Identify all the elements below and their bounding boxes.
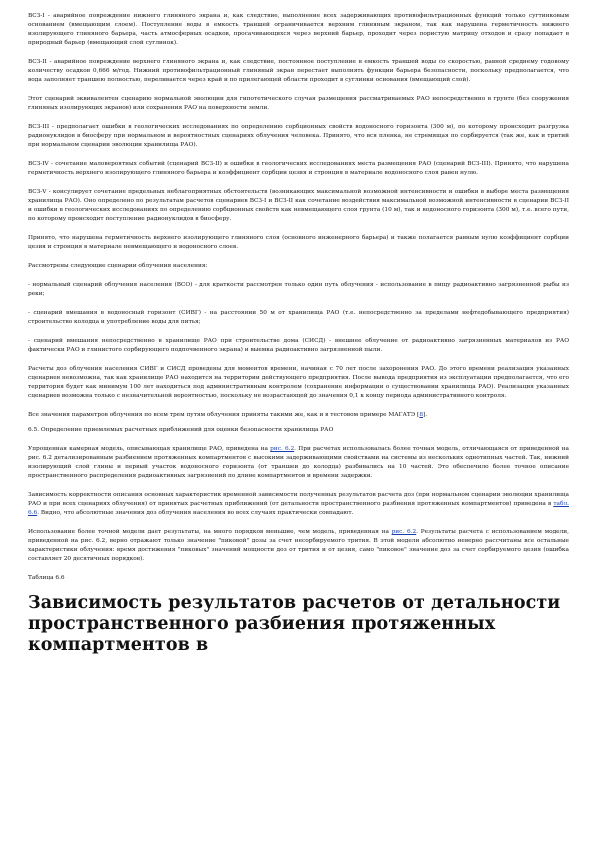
simplified-model-text-a: Упрощенная камерная модель, описывающая хранилище РАО, приведена на: [28, 446, 271, 452]
iaea-parameters-paragraph: [28, 411, 569, 420]
dose-calculation-paragraph: Расчеты доз облучения населения СИВГ и СИСД проведены для моментов времени, начиная с 70 лет после захоронения РАО. До этого времени реализация указанных сценариев невозможна, так как хранилище РАО находится на территории действующего предприятия. После вывода предприятия из эксплуатации предполагается, что его территория будет как минимум 100 лет находиться под административным контролем (сохранение информации о существовании хранилища РАО). Реализация указанных сценариев возможна только с незначительной вероятностью, поскольку не возрастающей до значения 0,1 к концу периода административного контроля.: [28, 366, 569, 399]
table-heading: Зависимость результатов расчетов от детальности пространственного разбиения протяженных компартментов в: [28, 593, 561, 655]
exposure-scenario-sivg: - сценарий вмешания в водоносный горизонт (СИВГ) - на расстоянии 50 м от хранилища РАО (т.е. непосредственно за пределами нефтедобывающего предприятия) строительство колодца и употребление воды для питья;: [28, 310, 569, 325]
figure-6-2-link[interactable]: рис. 6.2: [270, 446, 295, 452]
iaea-parameters-text: Все значения параметров облучения по всем трем путям облучения приняты такими же, как и в тестовом примере МАГАТЭ [: [28, 412, 420, 418]
precise-model-text-a: Использование более точной модели дает результаты, на много порядков меньшие, чем модель, приведенная на: [28, 529, 392, 535]
model-dependence-paragraph: [28, 491, 569, 518]
sorption-assumption-paragraph: Принято, что нарушена герметичность верхнего изолирующего глиняного слоя (основного инженерного барьера) и также полагается равным нулю коэффициент сорбции цезия и стронция в материале невмещающего и водоносного слоев.: [28, 235, 569, 250]
simplified-model-text-b: . При расчетах использовалась более точная модель, отличающаяся от приведенной на рис. 6.2 детализированным разбиением протяженных компартментов с высокими задерживающими свойствами на системы из нескольких однотипных частей. Так, нижний изолирующий слой глины и первый участок водоносного горизонта (от траншеи до колодца) разбивались на 10 частей. Это обеспечило более точное описание пространственного распределения радиоактивных загрязнений по длине компартментов и времени задержки.: [28, 446, 569, 479]
scenario-vsz3-paragraph: ВСЗ-III - предполагает ошибки в геологических исследованиях по определению сорбционных свойств водоносного горизонта (300 м), по которому происходит разгрузка радионуклидов в биосферу при нормальном и вероятностных сценариях облучения человека. Принято, что вся пленка, не стремящая по сорбируется (так же, как и тритий при нормальном сценарии эволюции хранилища РАО).: [28, 124, 569, 148]
table-6-6-link[interactable]: табл. 6.6: [28, 501, 569, 516]
scenario-vsz2-paragraph: ВСЗ-II - аварийное повреждение верхнего глиняного экрана и, как следствие, постоянное поступление в емкость траншей воды со скоростью, равной среднему годовому количеству осадков 0,666 м/год. Нижний противофильтрационный глиняный экран перестает выполнять функции барьера безопасности, поскольку предполагается, что вода заполняет траншею полностью, переливается через край и по прилегающей области проходит в суглинки основания (вмещающий слой).: [28, 59, 569, 83]
precise-model-paragraph: [28, 528, 569, 564]
exposure-scenario-vso: - нормальный сценарий облучения населения (ВСО) - для краткости рассмотрен только один путь облучения - использование в пищу радиоактивно загрязненной рыбы из реки;: [28, 282, 569, 297]
precise-model-text-b: . Результаты расчета с использованием модели, приведенной на рис. 6.2, верно отражают только значение "пиковой" дозы за счет несорбируемого трития. В этой модели абсолютно неверно рассчитаны все остальные характеристики облучения: время достижения "пиковых" значений мощности доз от трития и от цезия, само "пиковое" значение доз за счет сорбируемого цезия (ошибка составляет 20 десятичных порядков).: [28, 529, 569, 562]
exposure-scenarios-intro: Рассмотрены следующие сценарии облучения населения:: [28, 263, 208, 269]
scenario-vsz4-paragraph: ВСЗ-IV - сочетание маловероятных событий (сценарий ВСЗ-II) и ошибки в геологических исследованиях места размещения РАО (сценарий ВСЗ-III). Принято, что нарушена герметичность верхнего изолирующего глиняного барьера и коэффициент сорбции цезия и стронция в материале водоносного слоя равен нулю.: [28, 161, 569, 176]
reference-link-8[interactable]: 8: [419, 412, 424, 418]
model-dependence-text-b: . Видно, что абсолютные значения доз облучения населения во всех случаях практически совпадают.: [37, 510, 354, 516]
model-dependence-text-a: Зависимость корректности описания основных характеристик временной зависимости полученных результатов расчета доз (при нормальном сценарии эволюции хранилища РАО и при всех сценариях облучения) от принятых расчетных приближений (от детальности пространственного разбиения протяженных компартментов) приведена в: [28, 492, 569, 507]
iaea-parameters-end: ].: [423, 412, 428, 418]
figure-6-2-link-second[interactable]: рис. 6.2: [391, 529, 417, 535]
scenario-vsz5-paragraph: ВСЗ-V - консулирует сочетание предельных неблагоприятных обстоятельств (возникающих максимальной возможной интенсивности и ошибки в выборе места размещения хранилища РАО). Оно определено по результатам расчетов сценариев ВСЗ-I и ВСЗ-II как сочетание воздействия максимальной возможной интенсивности в сценарии ВСЗ-II и ошибки в геологических исследованиях по определению сорбционных свойств как невмещающего слоя грунта (10 м), так и водоносного горизонта (300 м), т.е. всего пути, по которому происходит поступление радионуклидов в биосферу.: [28, 189, 569, 222]
simplified-model-paragraph: [28, 445, 569, 481]
scenario-vsz1-paragraph: ВСЗ-I - аварийное повреждение нижнего глиняного экрана и, как следствие, выполнение всех задерживающих противофильтрационных функций только сугтинковым основанием (вмещающим слоем). Поступление воды в емкость траншей ограничивается верхним глиняным экраном, так как нарушена герметичность нижнего изолирующего глиняного барьера, часть атмосферных осадков, просачивающихся через верхний барьер, проходит через пористую матрицу отходов и сразу попадает в природный барьер (вмещающий слой суглинок).: [28, 13, 569, 46]
section-6-5-title: 6.5. Определение приемлемых расчетных приближений для оценки безопасности хранилища РАО: [28, 427, 334, 433]
scenario-equivalence-paragraph: Этот сценарий эквивалентен сценарию нормальной эволюции для гипотетического случая размещения рассматриваемых РАО непосредственно в грунте (без сооружения глиняных изолирующих экранов) или сохранения РАО на поверхности земли.: [28, 96, 569, 111]
exposure-scenario-sisd: - сценарий вмешания непосредственно в хранилище РАО при строительстве дома (СИСД) - внешнее облучение от радиоактивно загрязненных материалов из РАО фактически РАО и глинистого сорбирующего подпочвенного экрана) и выемка радиоактивно загрязненной пыли.: [28, 338, 569, 353]
table-caption: Таблица 6.6: [28, 575, 65, 581]
